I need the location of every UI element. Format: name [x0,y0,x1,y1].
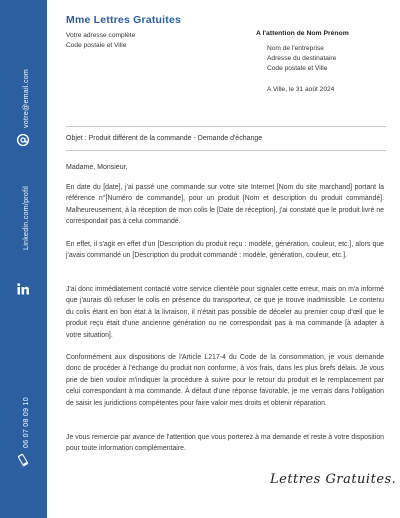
body-paragraph-1: En date du [date], j'ai passé une commande sur votre site Internet [Nom du site marchand] portant la référence n°[Numéro de commande], pour un produit [Nom et description du produit commandé]. Malheureusement, à la réception de mon colis le [Date de réception], j'ai constaté que le produit livré ne correspondait pas à celui commandé. [66,184,384,226]
subject-top-rule [66,126,386,127]
recipient-address: Adresse du destinataire [267,55,337,62]
contact-sidebar [0,0,47,518]
recipient-city: Code postale et Ville [267,65,328,72]
phone-icon [16,453,30,467]
letter-date: A Ville, le 31 août 2024 [267,86,335,93]
at-icon [16,133,30,147]
body-paragraph-3: J'ai donc immédiatement contacté votre service clientèle pour signaler cette erreur, mais on m'a informé que j'aurais dû refuser le colis en présence du transporteur, ce que je trouve inadmissible. Le contenu du colis étant en bon état à la livraison, il n'était pas possible de déceler au premier coup d'œil que le produit reçu était d'une ancienne génération ou ne correspondait pas à ma commande [à adapter à votre situation]. [66,286,384,339]
sender-name: Mme Lettres Gratuites [66,14,182,26]
sidebar-linkedin[interactable]: Linkedin.com/profil [23,185,30,250]
sender-address: Votre adresse complète [66,32,136,39]
recipient-title: A l'attention de Nom Prénom [256,30,349,37]
recipient-company: Nom de l'entreprise [267,45,324,52]
sidebar-email[interactable]: votre@email.com [23,68,30,128]
linkedin-icon [16,282,30,296]
sidebar-phone[interactable]: 06 07 08 09 10 [23,397,30,448]
letter-greeting: Madame, Monsieur, [66,164,128,171]
body-paragraph-4: Conformément aux dispositions de l'Article L217-4 du Code de la consommation, je vous demande donc de procéder à l'échange du produit non conforme, à vos frais, dans les plus brefs délais. Je vous prie de bien vouloir m'indiquer la procédure à suivre pour le retour du produit et le remplacement par celui correspondant à ma commande. À défaut d'une réponse favorable, je me verrais dans l'obligation de saisir les juridictions compétentes pour faire valoir mes droits et obtenir réparation. [66,354,384,407]
body-paragraph-5: Je vous remercie par avance de l'attention que vous porterez à ma demande et reste à votre disposition pour toute information complémentaire. [66,434,384,453]
body-paragraph-2: En effet, il s'agit en effet d'un [Description du produit reçu : modèle, génération, couleur, etc.], alors que j'avais commandé un [Description du produit commandé : modèle, génération, couleur, etc.]. [66,241,384,260]
subject-bottom-rule [66,150,386,151]
sender-city: Code postale et Ville [66,42,127,49]
signature: Lettres Gratuites. [270,472,397,487]
letter-subject: Objet : Produit différent de la commande - Demande d'échange [66,135,263,142]
